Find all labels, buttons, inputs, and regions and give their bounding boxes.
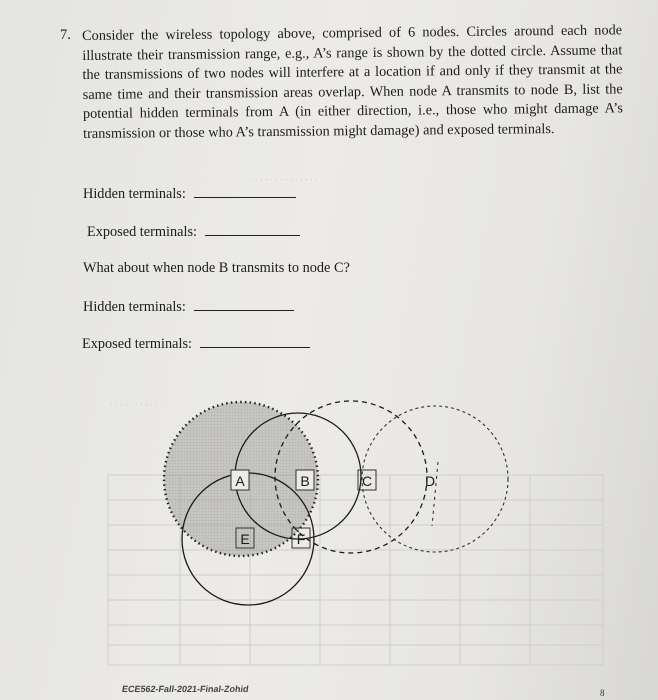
range-mark-D (432, 462, 438, 526)
question-text: Consider the wireless topology above, comprised of 6 nodes. Circles around each node illustrate their transmission range, e.g., A’s range is shown by the dotted circle. Assume that the transmissions of two nodes will interfere at a location if and only if they transmit at the same time and their transmission areas overlap. When node A transmits to node B, list the potential hidden terminals from A (in either direction, i.e., those who might damage A’s transmission or those who A’s transmission might damage) and exposed terminals. (82, 22, 623, 142)
part2-hidden-label: Hidden terminals: (83, 299, 186, 315)
question-number: 7. (60, 27, 71, 43)
node-D (425, 473, 435, 489)
part2-exposed-label: Exposed terminals: (82, 336, 192, 352)
node-label-A: A (235, 473, 245, 489)
node-B (296, 470, 314, 490)
node-label-F: F (296, 531, 306, 547)
page-number: 8 (600, 688, 605, 698)
node-label-D: D (424, 473, 436, 489)
show-through-artifact: . . . . . . . . . . (110, 397, 158, 407)
node-label-E: E (240, 531, 250, 547)
show-through-artifact: . . . . . . . . . . . . . . (250, 172, 318, 182)
node-A (231, 470, 249, 490)
node-label-B: B (300, 473, 310, 489)
footer-course-code: ECE562-Fall-2021-Final-Zohid (121, 684, 250, 694)
part2-question: What about when node B transmits to node C? (83, 260, 350, 276)
part1-exposed-label: Exposed terminals: (87, 224, 197, 240)
node-label-C: C (361, 473, 373, 489)
part1-hidden-label: Hidden terminals: (83, 186, 186, 202)
